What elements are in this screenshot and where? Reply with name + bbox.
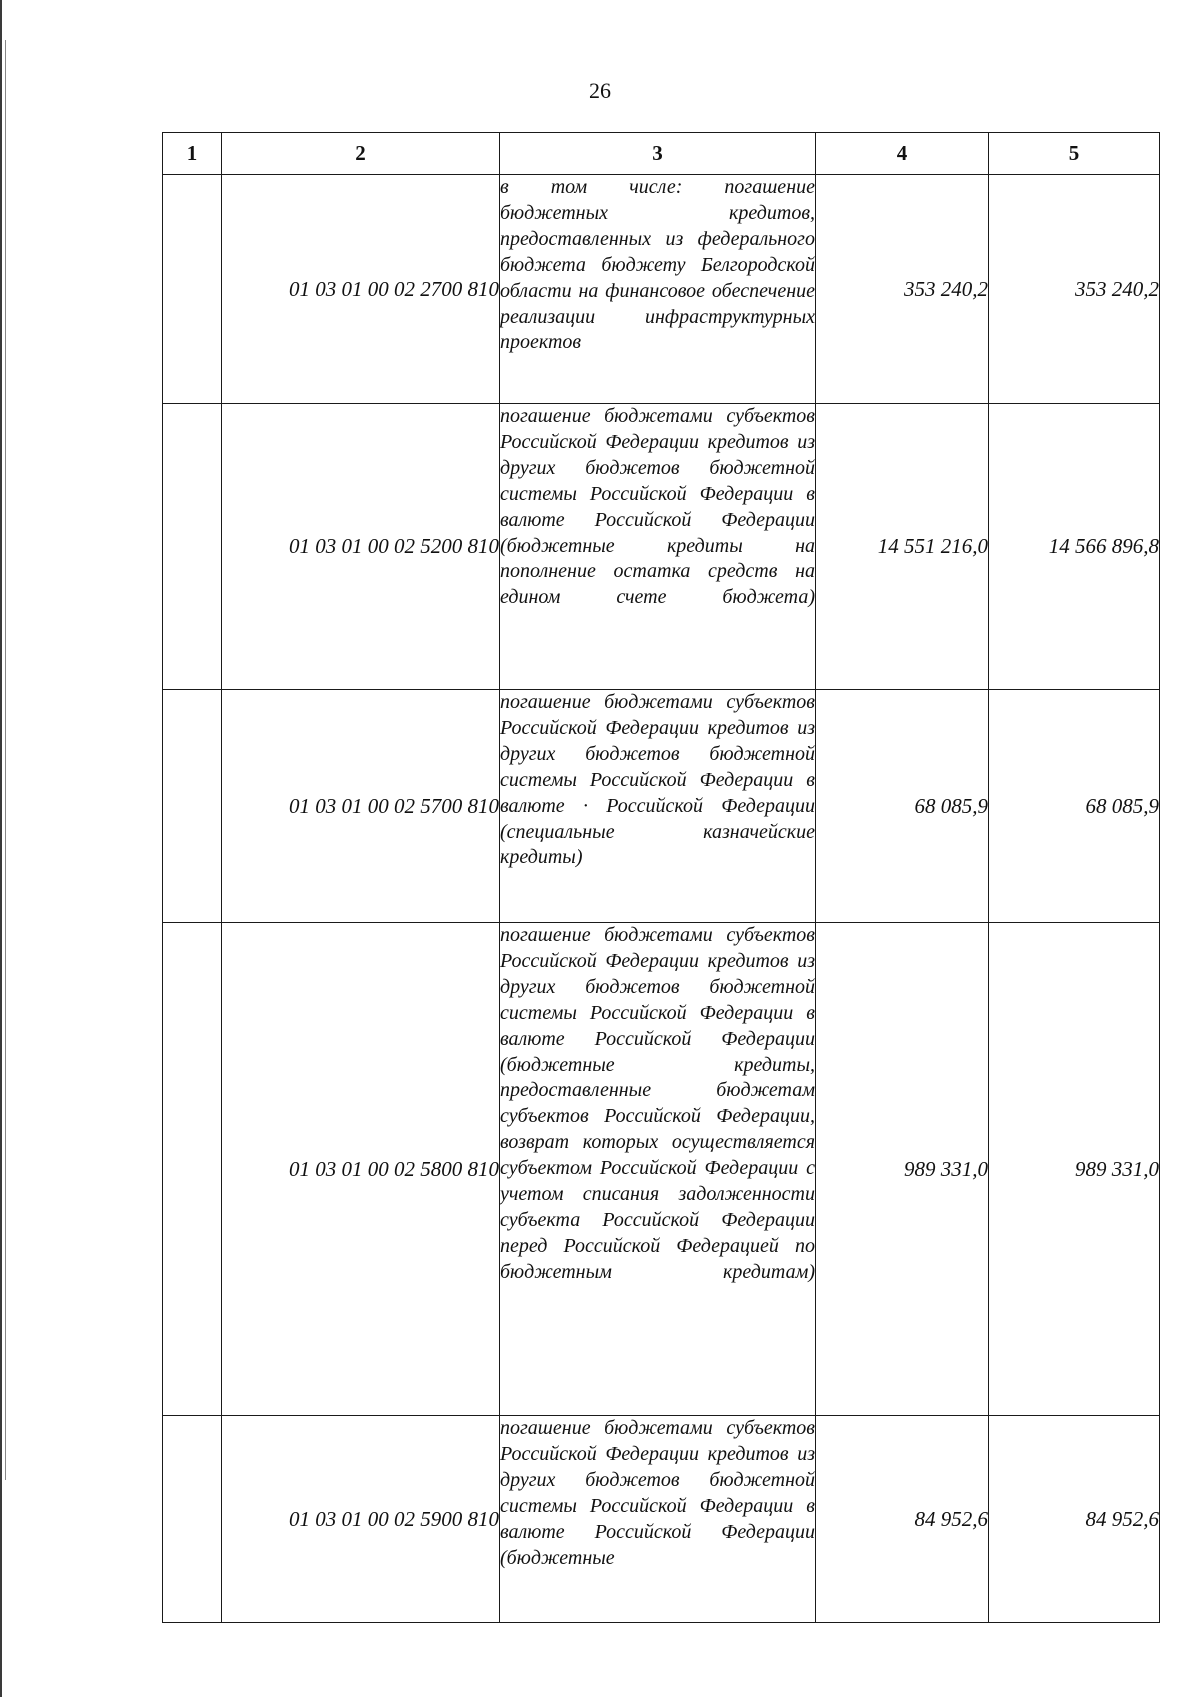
amount-2-cell: 14 566 896,8 <box>989 404 1160 690</box>
table-row <box>163 404 1160 690</box>
amount-1-cell: 14 551 216,0 <box>816 404 989 690</box>
column-header-number: 1 <box>163 133 222 175</box>
amount-2-cell: 84 952,6 <box>989 1416 1160 1623</box>
budget-code-cell: 01 03 01 00 02 2700 810 <box>222 175 500 404</box>
description-cell: погашение бюджетами субъектов Российской Федерации кредитов из других бюджетов бюджетной системы Российской Федерации в валюте Российской Федерации (бюджетные <box>500 1416 816 1623</box>
column-header-description: 3 <box>500 133 816 175</box>
scan-edge-line <box>0 0 2 1697</box>
budget-code-cell: 01 03 01 00 02 5900 810 <box>222 1416 500 1623</box>
amount-1-cell: 68 085,9 <box>816 690 989 923</box>
budget-code-cell: 01 03 01 00 02 5700 810 <box>222 690 500 923</box>
scan-edge-shadow <box>5 40 6 1480</box>
column-header-amount-1: 4 <box>816 133 989 175</box>
row-number-cell <box>163 923 222 1416</box>
table-row <box>163 1416 1160 1623</box>
row-number-cell <box>163 690 222 923</box>
column-header-code: 2 <box>222 133 500 175</box>
budget-code-cell: 01 03 01 00 02 5200 810 <box>222 404 500 690</box>
row-number-cell <box>163 1416 222 1623</box>
amount-1-cell: 84 952,6 <box>816 1416 989 1623</box>
amount-2-cell: 68 085,9 <box>989 690 1160 923</box>
description-cell: погашение бюджетами субъектов Российской Федерации кредитов из других бюджетов бюджетной системы Российской Федерации в валюте Российской Федерации (бюджетные кредиты, предоставленные бюджетам субъектов Российской Федерации, возврат которых осуществляется субъектом Российской Федерации с учетом списания задолженности субъекта Российской Федерации перед Российской Федерацией по бюджетным кредитам) <box>500 923 816 1416</box>
page-number: 26 <box>589 78 611 103</box>
table-row <box>163 175 1160 404</box>
table-row <box>163 923 1160 1416</box>
column-header-amount-2: 5 <box>989 133 1160 175</box>
amount-1-cell: 353 240,2 <box>816 175 989 404</box>
description-cell: погашение бюджетами субъектов Российской Федерации кредитов из других бюджетов бюджетной системы Российской Федерации в валюте · Российской Федерации (специальные казначейские кредиты) <box>500 690 816 923</box>
row-number-cell <box>163 175 222 404</box>
amount-2-cell: 989 331,0 <box>989 923 1160 1416</box>
header-row <box>163 133 1160 175</box>
row-number-cell <box>163 404 222 690</box>
amount-2-cell: 353 240,2 <box>989 175 1160 404</box>
description-cell: погашение бюджетами субъектов Российской Федерации кредитов из других бюджетов бюджетной системы Российской Федерации в валюте Российской Федерации (бюджетные кредиты на пополнение остатка средств на едином счете бюджета) <box>500 404 816 690</box>
budget-code-cell: 01 03 01 00 02 5800 810 <box>222 923 500 1416</box>
description-cell: в том числе: погашение бюджетных кредитов, предоставленных из федерального бюджета бюджету Белгородской области на финансовое обеспечение реализации инфраструктурных проектов <box>500 175 816 404</box>
amount-1-cell: 989 331,0 <box>816 923 989 1416</box>
table-row <box>163 690 1160 923</box>
budget-sources-table <box>162 132 1160 1623</box>
